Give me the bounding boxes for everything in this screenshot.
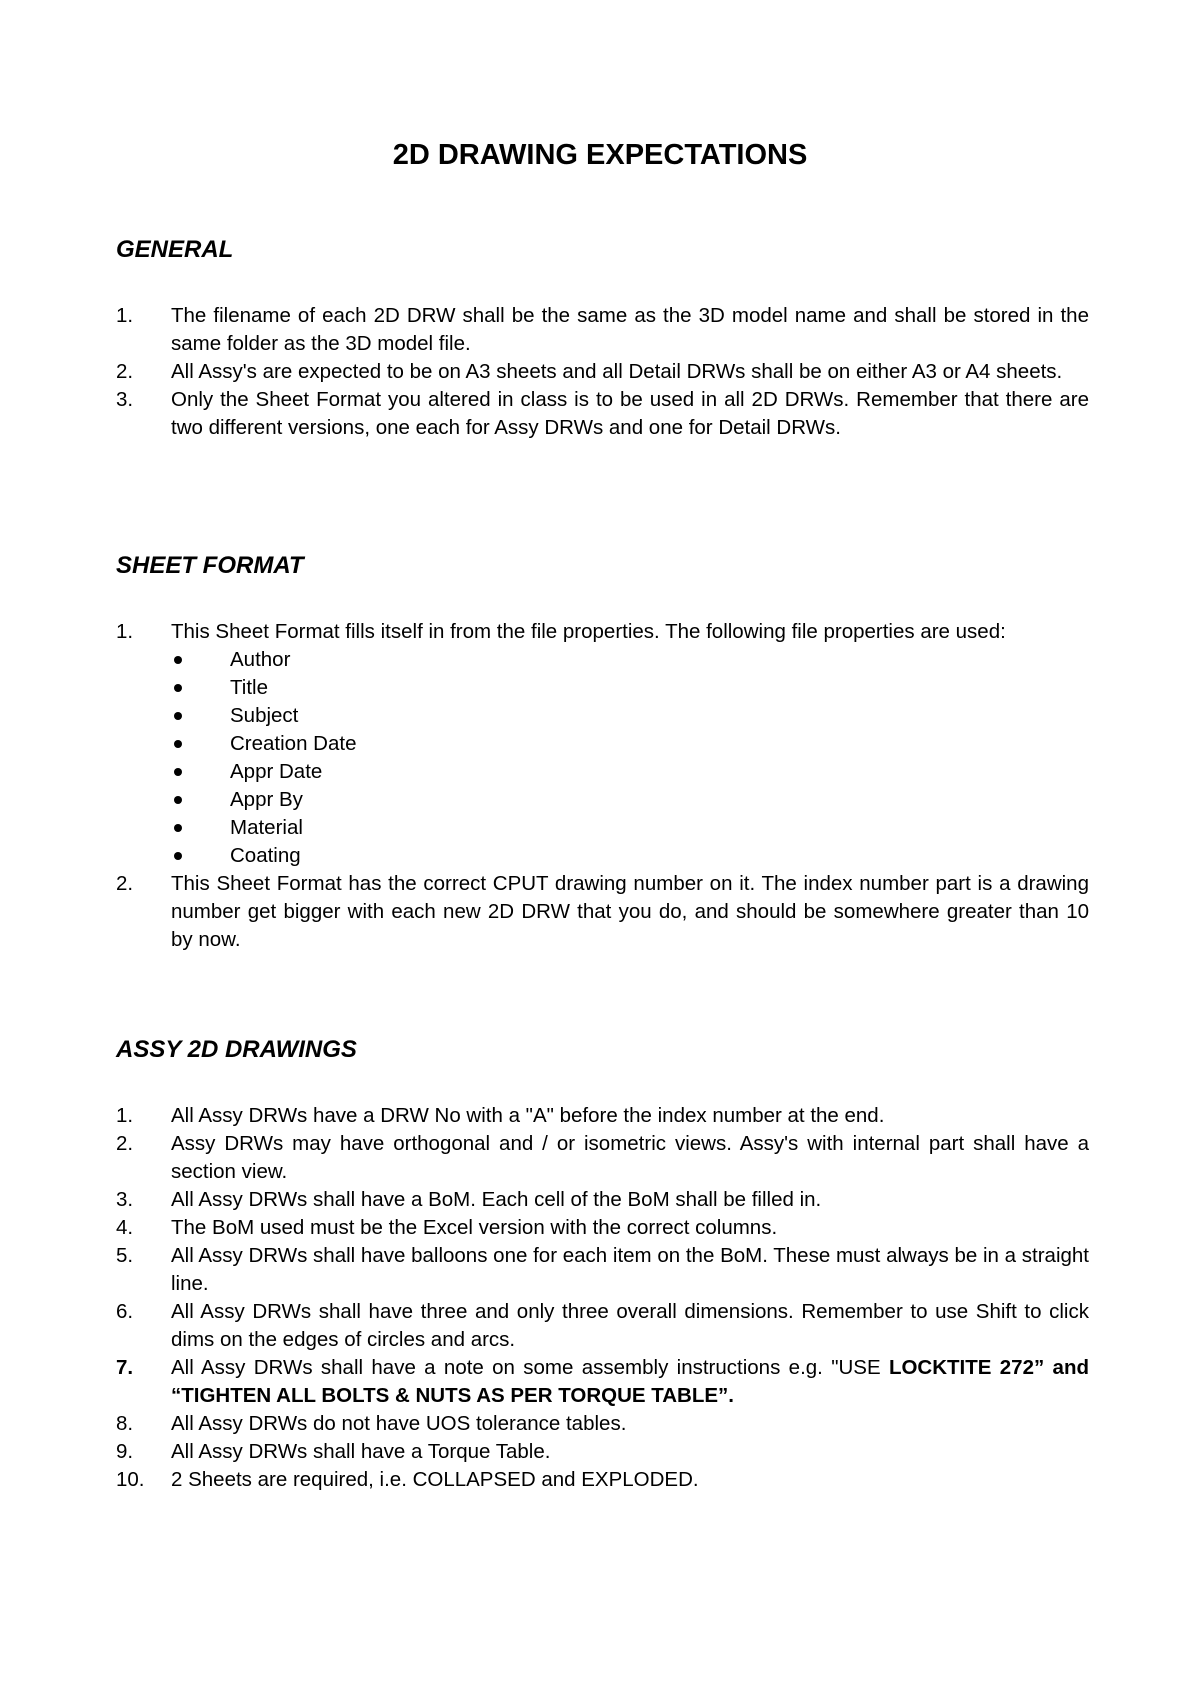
bullet-text: Material [230, 816, 303, 839]
item-text: The filename of each 2D DRW shall be the same as the 3D model name and shall be stored in the same folder as the 3D model file. [171, 304, 1089, 355]
list-item [0, 1354, 1089, 1410]
list-item [0, 1298, 1089, 1354]
item-number: 5. [116, 1244, 134, 1267]
item-text-bold: LOCKTITE 272” and “TIGHTEN ALL BOLTS & NUTS AS PER TORQUE TABLE”. [171, 1356, 1090, 1407]
list-item [0, 1214, 1089, 1242]
item-text: Only the Sheet Format you altered in class is to be used in all 2D DRWs. Remember that there are two different versions, one each for Assy DRWs and one for Detail DRWs. [171, 388, 1089, 439]
item-text: This Sheet Format fills itself in from the file properties. The following file properties are used: [171, 620, 1006, 643]
bullet-text: Coating [230, 844, 301, 867]
item-text: All Assy DRWs shall have a Torque Table. [171, 1440, 551, 1463]
item-number: 2. [116, 872, 134, 895]
bullet-icon [174, 684, 182, 692]
bullet-icon [174, 768, 182, 776]
item-number: 1. [116, 1104, 134, 1127]
item-text: This Sheet Format has the correct CPUT drawing number on it. The index number part is a drawing number get bigger with each new 2D DRW that you do, and should be somewhere greater than 10 by now. [171, 872, 1089, 951]
list-item [0, 870, 1089, 954]
item-text: All Assy DRWs shall have three and only three overall dimensions. Remember to use Shift to click dims on the edges of circles and arcs. [171, 1300, 1089, 1351]
item-text: All Assy DRWs have a DRW No with a "A" before the index number at the end. [171, 1104, 885, 1127]
item-number: 3. [116, 388, 134, 411]
list-item [0, 1438, 1089, 1466]
item-number: 2. [116, 360, 134, 383]
item-text: The BoM used must be the Excel version with the correct columns. [171, 1216, 778, 1239]
sheet-format-list [0, 618, 1089, 954]
bullet-text: Title [230, 676, 268, 699]
section-heading-general: GENERAL [116, 236, 234, 263]
list-item [0, 358, 1089, 386]
bullet-text: Appr Date [230, 760, 323, 783]
section-heading-sheet-format: SHEET FORMAT [116, 552, 304, 579]
bullet-icon [174, 656, 182, 664]
item-text: All Assy's are expected to be on A3 sheets and all Detail DRWs shall be on either A3 or A4 sheets. [171, 360, 1063, 383]
list-item [0, 302, 1089, 358]
list-item [0, 1242, 1089, 1298]
bullet-text: Subject [230, 704, 299, 727]
bullet-item [171, 702, 1089, 730]
bullet-icon [174, 796, 182, 804]
bullet-icon [174, 712, 182, 720]
list-item [0, 1186, 1089, 1214]
list-item [0, 1130, 1089, 1186]
bullet-item [171, 674, 1089, 702]
item-text: All Assy DRWs shall have a BoM. Each cell of the BoM shall be filled in. [171, 1188, 822, 1211]
list-item [0, 1466, 1089, 1494]
general-list [0, 302, 1089, 442]
item-text: Assy DRWs may have orthogonal and / or isometric views. Assy's with internal part shall have a section view. [171, 1132, 1089, 1183]
item-text [171, 1354, 1089, 1410]
item-number: 8. [116, 1412, 134, 1435]
bullet-item [171, 646, 1089, 674]
item-number: 4. [116, 1216, 134, 1239]
item-number: 9. [116, 1440, 134, 1463]
bullet-icon [174, 740, 182, 748]
list-item [0, 386, 1089, 442]
list-item [0, 1410, 1089, 1438]
bullet-item [171, 786, 1089, 814]
item-number: 10. [116, 1468, 145, 1491]
list-item [0, 1102, 1089, 1130]
bullet-text: Creation Date [230, 732, 357, 755]
item-text: 2 Sheets are required, i.e. COLLAPSED and EXPLODED. [171, 1468, 699, 1491]
item-number: 7. [116, 1356, 134, 1379]
item-text: All Assy DRWs shall have balloons one for each item on the BoM. These must always be in a straight line. [171, 1244, 1089, 1295]
bullet-icon [174, 824, 182, 832]
bullet-item [171, 730, 1089, 758]
item-number: 2. [116, 1132, 134, 1155]
section-heading-assy: ASSY 2D DRAWINGS [116, 1036, 357, 1063]
bullet-item [171, 814, 1089, 842]
item-number: 1. [116, 304, 134, 327]
list-item [0, 618, 1089, 870]
bullet-item [171, 842, 1089, 870]
assy-list [0, 1102, 1089, 1494]
item-number: 1. [116, 620, 134, 643]
item-text: All Assy DRWs do not have UOS tolerance tables. [171, 1412, 627, 1435]
bullet-icon [174, 852, 182, 860]
item-text-regular: All Assy DRWs shall have a note on some assembly instructions e.g. "USE [171, 1356, 889, 1379]
item-number: 6. [116, 1300, 134, 1323]
file-properties-list [171, 646, 1089, 870]
bullet-item [171, 758, 1089, 786]
item-number: 3. [116, 1188, 134, 1211]
bullet-text: Author [230, 648, 291, 671]
document-title: 2D DRAWING EXPECTATIONS [392, 139, 808, 171]
bullet-text: Appr By [230, 788, 303, 811]
